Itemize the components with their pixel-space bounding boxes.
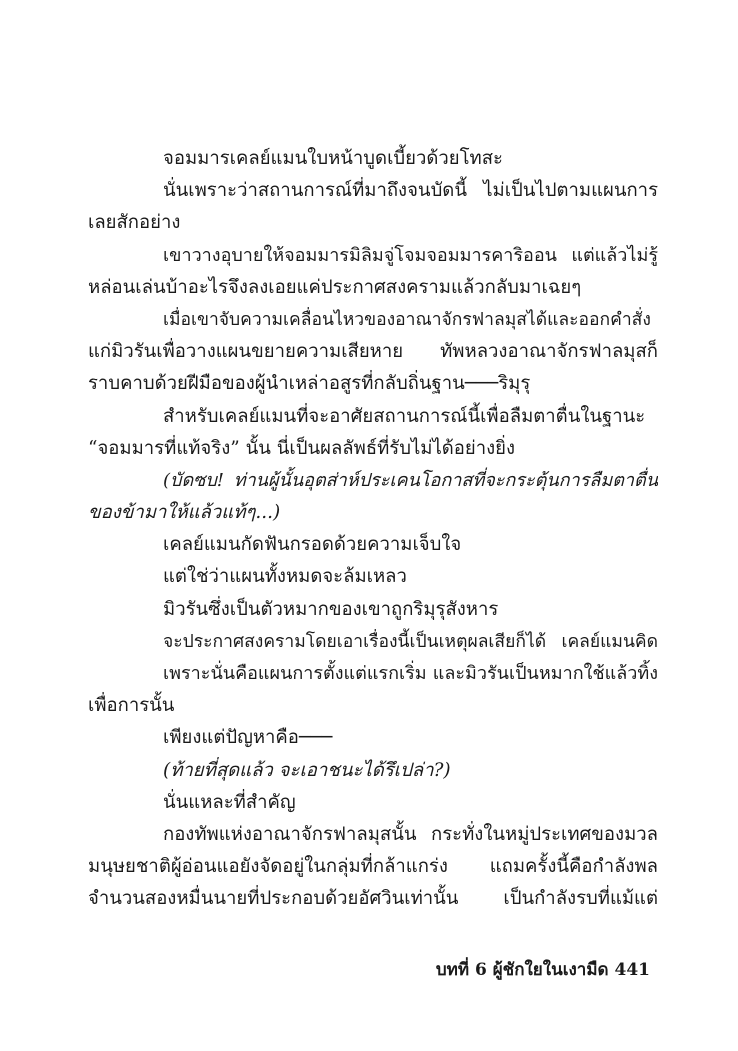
text-line: มนุษยชาติผู้อ่อนแอยังจัดอยู่ในกลุ่มที่กล้าแกร่ง แถมครั้งนี้คือกำลังพล xyxy=(88,856,658,878)
text-line: สำหรับเคลย์แมนที่จะอาศัยสถานการณ์นี้เพื่อลืมตาตื่นในฐานะ xyxy=(163,405,646,427)
text-line: หล่อนเล่นบ้าอะไรจึงลงเอยแค่ประกาศสงครามแล้วกลับมาเฉยๆ xyxy=(88,276,582,298)
text-line: (ท้ายที่สุดแล้ว จะเอาชนะได้รึเปล่า?) xyxy=(163,759,451,781)
text-line: นั่นแหละที่สำคัญ xyxy=(163,791,296,813)
text-line: “จอมมารที่แท้จริง” นั้น นี่เป็นผลลัพธ์ที่รับไม่ได้อย่างยิ่ง xyxy=(88,437,516,459)
text-line: กองทัพแห่งอาณาจักรฟาลมุสนั้น กระทั่งในหมู่ประเทศของมวล xyxy=(163,823,658,845)
page-footer: บทที่ 6 ผู้ชักใยในเงามืด 441 xyxy=(435,960,650,980)
text-line: มิวรันซึ่งเป็นตัวหมากของเขาถูกริมุรุสังหาร xyxy=(163,598,499,620)
text-line: เขาวางอุบายให้จอมมารมิลิมจู่โจมจอมมารคาริออน แต่แล้วไม่รู้ xyxy=(163,244,658,266)
text-line: แก่มิวรันเพื่อวางแผนขยายความเสียหาย ทัพหลวงอาณาจักรฟาลมุสก็ xyxy=(88,341,658,363)
text-line: ราบคาบด้วยฝีมือของผู้นำเหล่าอสูรที่กลับถิ่นฐาน───ริมุรุ xyxy=(88,373,531,395)
text-line: (บัดซบ! ท่านผู้นั้นอุตส่าห์ประเคนโอกาสที่จะกระตุ้นการลืมตาตื่น xyxy=(163,469,658,491)
text-line: จำนวนสองหมื่นนายที่ประกอบด้วยอัศวินเท่านั้น เป็นกำลังรบที่แม้แต่ xyxy=(88,888,658,910)
text-line: จอมมารเคลย์แมนใบหน้าบูดเบี้ยวด้วยโทสะ xyxy=(163,148,503,169)
text-line: เคลย์แมนกัดฟันกรอดด้วยความเจ็บใจ xyxy=(163,534,462,556)
text-line: เมื่อเขาจับความเคลื่อนไหวของอาณาจักรฟาลมุสได้และออกคำสั่ง xyxy=(163,309,651,330)
text-line: ของข้ามาให้แล้วแท้ๆ...) xyxy=(88,502,281,524)
text-line: แต่ใช่ว่าแผนทั้งหมดจะล้มเหลว xyxy=(163,566,407,588)
text-line: จะประกาศสงครามโดยเอาเรื่องนี้เป็นเหตุผลเสียก็ได้ เคลย์แมนคิด xyxy=(163,631,658,652)
text-line: เพื่อการนั้น xyxy=(88,695,175,717)
text-line: เพราะนั่นคือแผนการตั้งแต่แรกเริ่ม และมิวรันเป็นหมากใช้แล้วทิ้ง xyxy=(163,663,658,684)
text-line: เลยสักอย่าง xyxy=(88,212,181,234)
body-text xyxy=(88,143,658,916)
text-line: นั่นเพราะว่าสถานการณ์ที่มาถึงจนบัดนี้ ไม่เป็นไปตามแผนการ xyxy=(163,180,658,202)
text-line: เพียงแต่ปัญหาคือ─── xyxy=(163,727,333,749)
